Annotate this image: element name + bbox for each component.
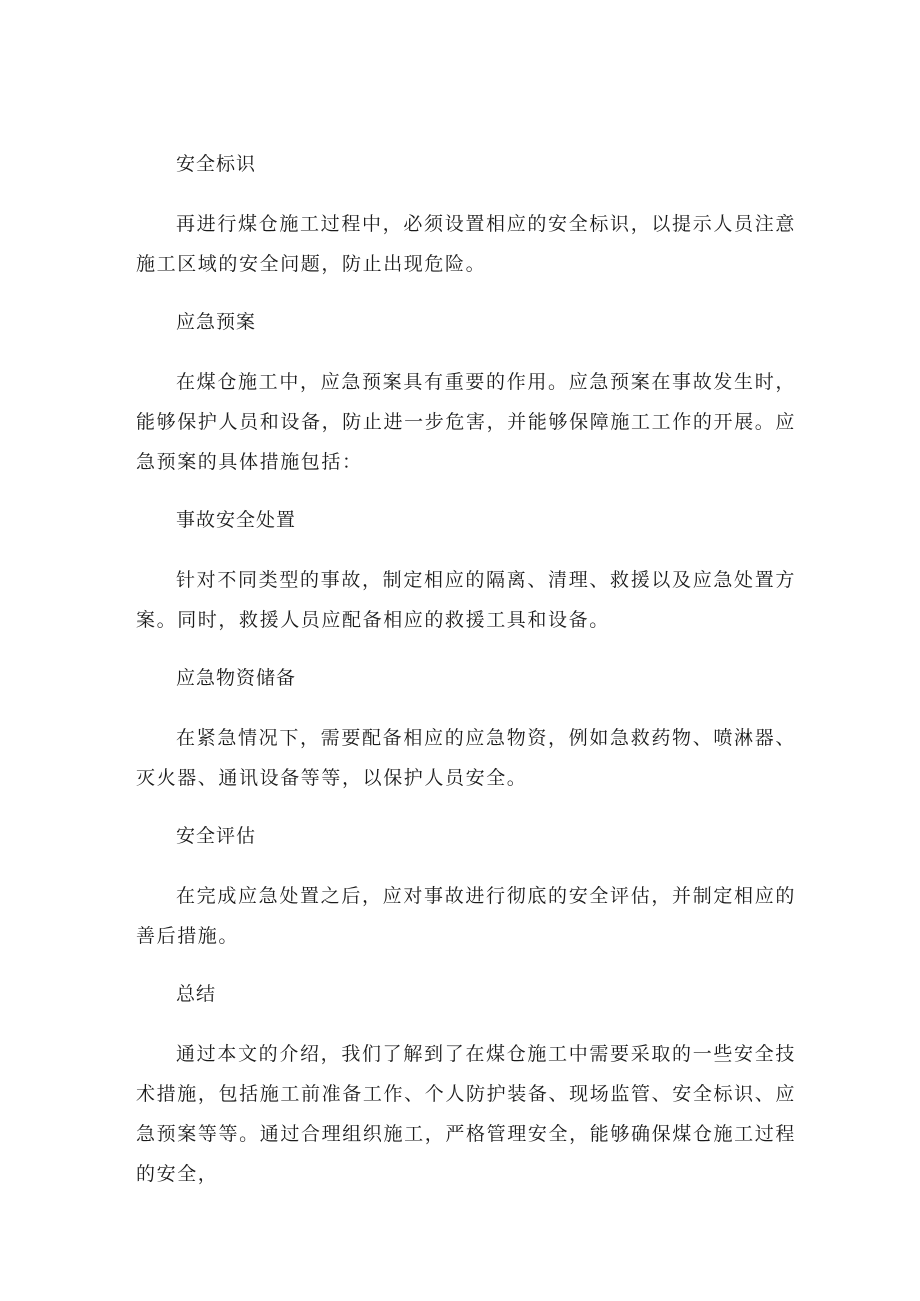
section-heading-summary: 总结 — [176, 983, 217, 1005]
section-body-emergency-supplies: 在紧急情况下，需要配备相应的应急物资，例如急救药物、喷淋器、灭火器、通讯设备等等，以保护人员安全。 — [136, 727, 796, 789]
section-heading-emergency-plan: 应急预案 — [176, 311, 257, 333]
section-heading-safety-signs: 安全标识 — [176, 153, 257, 175]
section-body-safety-signs: 再进行煤仓施工过程中，必须设置相应的安全标识，以提示人员注意施工区域的安全问题，防止出现危险。 — [136, 213, 796, 275]
section-body-emergency-plan: 在煤仓施工中，应急预案具有重要的作用。应急预案在事故发生时，能够保护人员和设备，防止进一步危害，并能够保障施工工作的开展。应急预案的具体措施包括： — [136, 371, 796, 473]
section-body-accident-handling: 针对不同类型的事故，制定相应的隔离、清理、救援以及应急处置方案。同时，救援人员应配备相应的救援工具和设备。 — [136, 569, 796, 631]
section-heading-safety-assessment: 安全评估 — [176, 825, 257, 847]
section-body-summary: 通过本文的介绍，我们了解到了在煤仓施工中需要采取的一些安全技术措施，包括施工前准备工作、个人防护装备、现场监管、安全标识、应急预案等等。通过合理组织施工，严格管理安全，能够确保煤仓施工过程的安全， — [136, 1043, 796, 1185]
document-content — [136, 150, 796, 1194]
section-heading-emergency-supplies: 应急物资储备 — [176, 667, 297, 689]
section-heading-accident-handling: 事故安全处置 — [176, 509, 297, 531]
section-body-safety-assessment: 在完成应急处置之后，应对事故进行彻底的安全评估，并制定相应的善后措施。 — [136, 885, 796, 947]
